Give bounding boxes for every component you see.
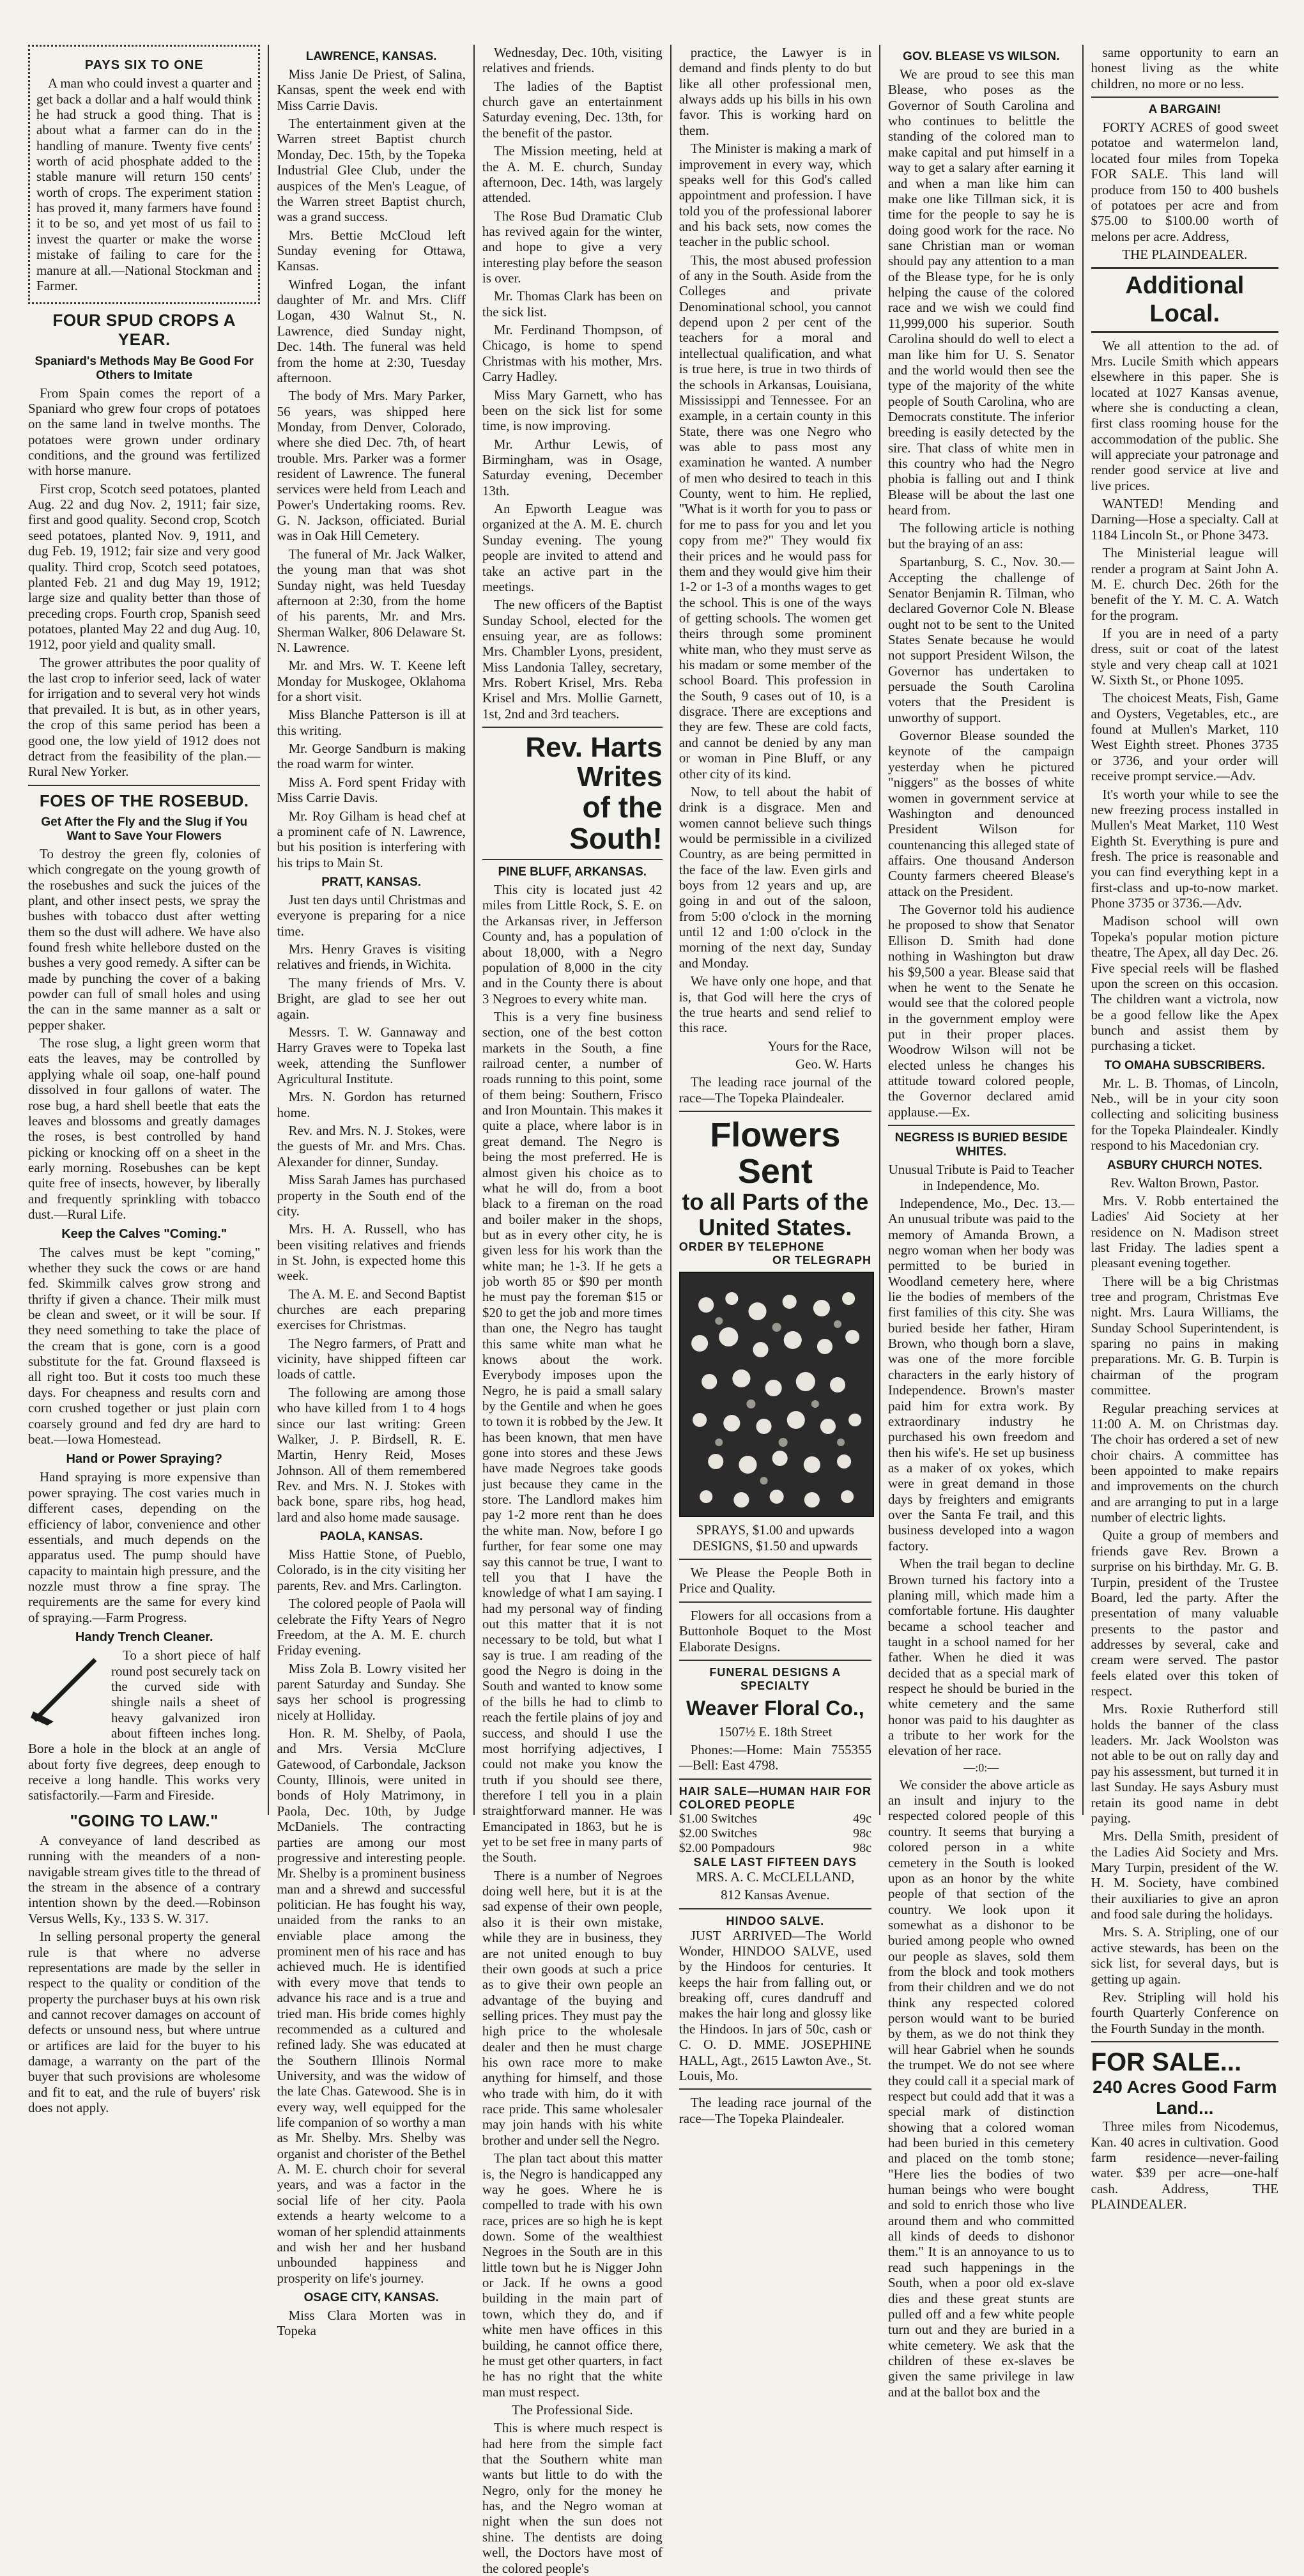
news-item: The ladies of the Baptist church gave an entertainment Saturday evening, Dec. 13th, for the benefit of the pastor. [482, 78, 663, 141]
column-6 [1082, 45, 1286, 2212]
negress-title: NEGRESS IS BURIED BESIDE WHITES. [894, 1131, 1068, 1159]
column-3 [473, 45, 670, 2576]
asbury-title: ASBURY CHURCH NOTES. [1107, 1158, 1262, 1172]
asbury-pastor: Rev. Walton Brown, Pastor. [1110, 1175, 1259, 1191]
blease-title: GOV. BLEASE VS WILSON. [903, 50, 1060, 63]
news-item: Mrs. H. A. Russell, who has been visiting relatives and friends in St. John, is expected home this week. [277, 1221, 466, 1284]
divider [679, 1559, 871, 1560]
article-paragraph: Now, to tell about the habit of drink is a disgrace. Men and women cannot believe such things would be permissible in a civilized Country, as are being permitted in the face of the law. Even girls and boys from 12 years and up, are going in and out of the saloon, from 5:00 o'clock in the morning until 12 and 1:00 o'clock in the morning of the next day, Sunday and Monday. [679, 783, 871, 971]
hair-seller: MRS. A. C. McCLELLAND, [696, 1869, 855, 1885]
flowers-or-line: OR TELEGRAPH [772, 1253, 871, 1267]
harts-dateline: PINE BLUFF, ARKANSAS. [498, 865, 647, 879]
local-item: We all attention to the ad. of Mrs. Lucile Smith which appears elsewhere in this paper. She is located at 1027 Kansas avenue, where she is conducting a clean, first class rooming house for the accommodation of the public. She will appreciate your patronage and render good service at live and live prices. [1091, 337, 1279, 493]
hair-item-label: $2.00 Switches [679, 1826, 757, 1840]
news-item: Messrs. T. W. Gannaway and Harry Graves were to Topeka last week, attending the Sunflower Agricultural Institute. [277, 1024, 466, 1086]
hindoo-title: HINDOO SALVE. [726, 1914, 825, 1927]
local-item: The Ministerial league will render a program at Saint John A. M. E. church Dec. 26th for the benefit of the Y. M. C. A. Watch for the program. [1091, 545, 1279, 623]
article-paragraph: Independence, Mo., Dec. 13.—An unusual tribute was paid to the memory of Amanda Brown, a negro woman when her body was permitted to be buried in Woodland cemetery here, where lie the bodies of members of the first families of this city. She was buried beside her father, Hiram Brown, who though born a slave, was one of the more forcible characters in the early history of Independence. Brown's master paid him for extra work. By extraordinary industry he purchased his own freedom and then his wife's. He set up business as a maker of ox yokes, which were in great demand in those days by freighters and emigrants over the Santa Fe trail, and this business developed into a wagon factory. [887, 1195, 1075, 1554]
signature-name: Geo. W. Harts [795, 1056, 871, 1072]
article-paragraph: To a short piece of half round post securely tack on the curved side with shingle nails a sheet of heavy galvanized iron about fifteen inches long. Bore a hole in the block at an angle of about forty five degrees, deep enough to receive a long handle. This works very satisfactorily.—Farm and Fireside. [28, 1647, 261, 1803]
negress-subtitle: Unusual Tribute is Paid to Teacher in Independence, Mo. [888, 1162, 1074, 1193]
trench-title: Handy Trench Cleaner. [75, 1630, 213, 1645]
news-item: Miss Sarah James has purchased property in the South end of the city. [277, 1172, 466, 1219]
article-paragraph: The rose slug, a light green worm that eats the leaves, may be controlled by applying whale oil soap, one-half pound dissolved in four gallons of water. The rose bug, a hard shell beetle that eats the leaves and blossoms and greatly damages the roses, is best controlled by hand picking or knocking off on a sheet in the early morning. Rosebushes can be kept quite free of insects, however, by liberally and frequently sprinkling with tobacco dust.—Rural Life. [28, 1035, 261, 1222]
news-item: The colored people of Paola will celebrate the Fifty Years of Negro Freedom, at the A. M. E. church Friday evening. [277, 1596, 466, 1658]
article-paragraph: The grower attributes the poor quality of the last crop to inferior seed, lack of water for irrigation and to several very hot winds that prevailed. It is but, as in other years, the crop of this same period has been a good one, the low yield of 1912 does not detract from the feasibility of the plan.—Rural New Yorker. [28, 654, 261, 780]
column-5 [879, 45, 1082, 2400]
news-item: Mrs. Henry Graves is visiting relatives and friends, in Wichita. [277, 941, 466, 973]
pratt-title: PRATT, KANSAS. [321, 875, 422, 889]
divider [1091, 2041, 1278, 2042]
divider [1091, 96, 1278, 98]
calves-title: Keep the Calves "Coming." [61, 1227, 227, 1242]
news-item: The many friends of Mrs. V. Bright, are glad to see her out again. [277, 975, 466, 1022]
spray-title: Hand or Power Spraying? [66, 1452, 222, 1467]
harts-headline [482, 733, 663, 854]
news-item: Mrs. Bettie McCloud left Sunday evening for Ottawa, Kansas. [277, 227, 466, 274]
divider [679, 1660, 871, 1661]
article-paragraph: We are proud to see this man Blease, who poses as the Governor of South Carolina and who continues to belittle the standing of the colored man to make capital and put himself in a way to get a salary after earning it and when a man like him can make one like Tillman sick, it is time for the people to say he is doing good work for the race. No sane Christian man or woman should pay any attention to a man of the Blease type, for he is only helping the cause of the colored race and we wish we could find 11,999,000 his superior. South Carolina should do well to elect a man like him for U. S. Senator and the world would then see the type of the majority of the white people of South Carolina, who are Democrats constitute. The inferior breeding is easily detected by the sire. That class of white men in this country who had the Negro phobia is falling out and I think Blease will be about the last one heard from. [887, 66, 1075, 518]
article-paragraph: Hand spraying is more expensive than power spraying. The cost varies much in different cases, depending on the efficiency of labor, convenience and other essentials, and much depends on the apparatus used. The pump should have capacity to maintain high pressure, and the nozzle must throw a fine spray. The requirements are the same for every kind of spraying.—Farm Progress. [28, 1469, 261, 1625]
weaver-phones: Phones:—Home: Main 755355—Bell: East 4798. [679, 1742, 871, 1773]
divider [679, 2088, 871, 2090]
signature-line: Yours for the Race, [767, 1038, 871, 1054]
article-paragraph: We have only one hope, and that is, that God will here the crys of the true hearts and send relief to this race. [679, 973, 871, 1036]
for-sale-subtitle: 240 Acres Good Farm Land... [1093, 2077, 1277, 2118]
news-item: The entertainment given at the Warren street Baptist church Monday, Dec. 15th, by the Topeka Industrial Glee Club, under the auspices of the Men's League, of the Warren street Baptist church, was a grand success. [277, 116, 466, 225]
flowers-prices: SPRAYS, $1.00 and upwards DESIGNS, $1.50 and upwards [693, 1522, 858, 1554]
for-sale-text: Three miles from Nicodemus, Kan. 40 acres in cultivation. Good farm residence—never-failing water. $39 per acre—one-half cash. Address, THE PLAINDEALER. [1091, 2118, 1279, 2212]
article-paragraph: A conveyance of land described as running with the meanders of a non-navigable stream gives title to the thread of the stream in the absence of a contrary intention shown by the deed.—Robinson Versus Wells, Ky., 133 S. W. 317. [28, 1833, 261, 1926]
flowers-ad-subtitle: to all Parts of the United States. [682, 1189, 869, 1241]
plaindealer-note: The leading race journal of the race—The Topeka Plaindealer. [679, 1074, 871, 1106]
news-item: Mr. Arthur Lewis, of Birmingham, was in Osage, Saturday evening, December 13th. [482, 436, 663, 498]
news-item: Miss Janie De Priest, of Salina, Kansas, spent the week end with Miss Carrie Davis. [277, 66, 466, 113]
news-item: Miss Blanche Patterson is ill at this writing. [277, 707, 466, 738]
for-sale-title: FOR SALE... [1091, 2048, 1242, 2076]
article-paragraph: The calves must be kept "coming," whether they suck the cows or are hand fed. Skimmilk calves grow strong and thrifty if given a chance. Their milk must be clean and sweet, or it will be sour. If they need something to take the place of the cream that is gone, corn is a good substitute for the fat. Ground flaxseed is all right too. But it costs too much these days. For cheapness and results corn and corn crushed together or just plain corn coarsely ground and fed dry are hard to beat.—Iowa Homestead. [28, 1244, 261, 1447]
hair-sale-days: SALE LAST FIFTEEN DAYS [693, 1856, 857, 1869]
news-item: Mr. Thomas Clark has been on the sick list. [482, 288, 663, 320]
divider [28, 785, 260, 786]
rose-title: FOES OF THE ROSEBUD. [39, 791, 249, 810]
article-paragraph: This city is located just 42 miles from Little Rock, S. E. on the Arkansas river, in Jefferson County and, has a population of about 18,000, with a Negro population of 8,000 in the city and in the County there is about 3 Negroes to every white man. [482, 882, 663, 1006]
news-item: Miss Clara Morten was in Topeka [277, 2308, 466, 2339]
article-paragraph: We consider the above article as an insult and injury to the respected colored people of this country. It seems that burying a colored person in a white cemetery in the South is looked upon as an honor by the white people of that section of the country. We look upon it somewhat as a dishonor to be buried among people who owned our people as slaves, sold them from the block and took mothers from their children and we do not think any respected colored person would want to be buried by them, as we do not think they will hear Gabriel when he sounds the trumpet. We do not see where they could call it a special mark of respect but could add that it was a special mark of distinction showing that a colored woman had been buried in this cemetery and placed on the tomb stone; "Here lies the bodies of two human beings who were bought and sold to enrich those who live around them and who committed all kinds of deeds to dishonor them." It is an annoyance to us to read such happenings in the South, when a poor old ex-slave dies and these great stunts are pulled off and a few white people turn out and they are buried in a white cemetery. We ask that the children of these ex-slaves be given the same privilege in law and at the ballot box and the [887, 1777, 1075, 2400]
news-item: The A. M. E. and Second Baptist churches are each preparing exercises for Christmas. [277, 1286, 466, 1333]
article-paragraph: This is a very fine business section, one of the best cotton markets in the South, a fine railroad center, a number of roads running to this point, some of them being: Southern, Frisco and Iron Mountain. This makes it quite a place, where labor is in great demand. The Negro is being the most preferred. He is almost given his choice as to what he will do, from a boot black to a fireman on the road and boiler maker in the shops, but as in every other city, he is given less for his work than the white man; he 1-3. If he gets a job worth 85 or $90 per month he must pay the foreman $15 or $20 to get the job and more times than one, the Negro has taught this same white man what he knows about the work. Everybody imposes upon the Negro, he is paid a small salary by the Gentile and when he goes to town it is robbed by the Jew. It has been known, that men have gone into stores and these Jews have made Negroes take goods just because they came in the store. The Landlord makes him pay 1-2 more rent than he does the white man. Now, before I go further, for fear some one may say this cannot be true, I want to tell you that I have the knowledge of what I am saying. I had my personal way of finding out this matter that it is not necessary to be told, but what I say is true. I am reading of the good the Negro is doing in the South and wanted to know some of the bills he had to climb to reach the fertile plains of joy and success, and should I use the most horrifying adjectives, I could not make you know the truth if you should see there, therefore I tell you in a plain straightforward manner. He was Emancipated in 1863, but he is yet to be set free in many parts of the South. [482, 1008, 663, 1865]
plaindealer-note: The leading race journal of the race—The Topeka Plaindealer. [679, 2095, 871, 2126]
law-title: "GOING TO LAW." [70, 1810, 219, 1830]
article-paragraph: The following article is nothing but the braying of an ass: [887, 520, 1075, 551]
box-text: A man who could invest a quarter and get back a dollar and a half would think he had struck a good thing. That is about what a farmer can do in the handling of manure. Twenty five cents' worth of acid phosphate added to the stable manure will return 150 cents' worth of crops. The experiment station has proved it, many farmers have found it to be so, and yet most of us fail to invest the quarter or make the worse mistake of failing to care for the manure at all.—National Stockman and Farmer. [36, 75, 252, 293]
local-item: WANTED! Mending and Darning—Hose a specialty. Call at 1184 Lincoln St., or Phone 3473. [1091, 496, 1279, 543]
church-note: Mrs. S. A. Stripling, one of our active stewards, has been on the sick list, for several days, but is getting up again. [1091, 1924, 1279, 1987]
news-item: The body of Mrs. Mary Parker, 56 years, was shipped here Monday, from Denver, Colorado, where she died Dec. 7th, of heart trouble. Mrs. Parker was a former resident of Lawrence. The funeral services were held from Leach and Power's Undertaking rooms. Rev. G. N. Jackson, officiated. Burial was in Oak Hill Cemetery. [277, 388, 466, 544]
news-item: Mr. George Sandburn is making the road warm for winter. [277, 741, 466, 772]
church-note: Mrs. Roxie Rutherford still holds the banner of the class leaders. Mr. Jack Woolston was not able to be out on rally day and pay his assessment, but turned it in last Sunday. He says Asbury must retain its good name in debt paying. [1091, 1701, 1279, 1826]
local-item: Madison school will own Topeka's popular motion picture theatre, The Apex, all day Dec. 26. Five special reels will be flashed upon the screen on this occasion. The children want a victrola, now be a good fellow like the Apex bunch and assist them by purchasing a ticket. [1091, 913, 1279, 1054]
church-note: Rev. Stripling will hold his fourth Quarterly Conference on the Fourth Sunday in the month. [1091, 1989, 1279, 2036]
local-item: The choicest Meats, Fish, Game and Oysters, Vegetables, etc., are found at Mullen's Market, 110 West Eighth street. Phones 3735 or 3736, and your order will receive prompt service.—Adv. [1091, 690, 1279, 784]
hair-address: 812 Kansas Avenue. [721, 1887, 830, 1903]
news-item: The Negro farmers, of Pratt and vicinity, have shipped fifteen car loads of cattle. [277, 1335, 466, 1382]
flowers-funeral: FUNERAL DESIGNS A SPECIALTY [709, 1665, 841, 1692]
divider [482, 859, 663, 860]
omaha-title: TO OMAHA SUBSCRIBERS. [1104, 1058, 1265, 1072]
article-paragraph: This, the most abused profession of any in the South. Aside from the Colleges and private Denominational school, you cannot depend upon 2 per cent of the teachers for a moral and intellectual qualification, and what is true here, is true in two thirds of the schools in Arkansas, Louisiana, Mississippi and Tennessee. For an example, in a certain county in this State, there was one Negro who was able to pass most any examination he wanted. A number of men who desired to teach in this County, went to him. He replied, "What is it worth for you to pass or for me to pass for you and let you copy from me?" They would fix their prices and he would pass for them and they would give him their 1-2 or 1-3 of a months wages to get the school. This is one of the ways of getting schools. The women get theirs through some prominent white man, who they must serve as his madam or some member of the school Board. This profession in the South, 9 cases out of 10, is a disgrace. There are exceptions and they are few. These are cold facts, and cannot be denied by any man or woman in Pine Bluff, or any other city of its kind. [679, 252, 871, 782]
column-2 [268, 45, 473, 2339]
news-item: Mr. Roy Gilham is head chef at a prominent cafe of N. Lawrence, but his position is interfering with his trips to Main St. [277, 808, 466, 870]
hair-item-price: 98c [853, 1840, 871, 1855]
divider [679, 1778, 871, 1780]
article-paragraph: The plan tact about this matter is, the Negro is handicapped any way he goes. Where he is compelled to trade with his own race, prices are so high he is kept down. Some of the wealthiest Negroes in the South are in this little town but he is Nigger John or Jack. If he owns a good building in the main part of town, which they do, and if white men have offices in this building, he cannot office there, he must get other quarters, in fact he has no right that the white man must respect. [482, 2150, 663, 2400]
weaver-address: 1507½ E. 18th Street [718, 1724, 832, 1739]
news-item: Hon. R. M. Shelby, of Paola, and Mrs. Versia McClure Gatewood, of Carbondale, Jackson County, Illinois, were united in bonds of Holy Matrimony, in Paola, Dec. 10th, by Judge McDaniels. The contracting parties are among our most progressive and interesting people. Mr. Shelby is a prominent business man and a shrewd and successful politician. He has fought his way, unaided from the ranks to an enviable place among the prominent men of his race and has achieved much. He is identified with every move that tends to advance his race and is a true and tried man. His bride comes highly recommended as a cultured and refined lady. She was educated at the Southern Illinois Normal University, and was the widow of the late Chas. Gatewood. She is in every way, well equipped for the life companion of so worthy a man as Mr. Shelby. Mrs. Shelby was organist and chorister of the Bethel A. M. E. church choir for several years, and was a factor in the social life of her city. Paola extends a hearty welcome to a woman of her splendid attainments and wish her and her husband unbounded happiness and prosperity on life's journey. [277, 1725, 466, 2286]
divider [679, 1908, 871, 1909]
hair-item-label: $1.00 Switches [679, 1811, 757, 1826]
hair-price-row [679, 1826, 871, 1841]
article-paragraph: same opportunity to earn an honest living as the white children, no more or no less. [1091, 45, 1279, 91]
flowers-please: We Please the People Both in Price and Quality. [679, 1565, 871, 1596]
harts-headline-line-1: Rev. Harts Writes [525, 732, 663, 793]
news-item: Wednesday, Dec. 10th, visiting relatives and friends. [482, 45, 663, 76]
news-item: Miss Zola B. Lowry visited her parent Saturday and Sunday. She says her school is progressing nicely at Holliday. [277, 1660, 466, 1723]
article-paragraph: practice, the Lawyer is in demand and finds plenty to do but like all other professional men, always adds up his bills in his own favor. This is working hard on them. [679, 45, 871, 138]
bargain-signature: THE PLAINDEALER. [1122, 246, 1248, 262]
potato-title: FOUR SPUD CROPS A YEAR. [52, 311, 236, 350]
news-item: Miss Mary Garnett, who has been on the sick list for some time, is now improving. [482, 387, 663, 434]
flowers-occasions: Flowers for all occasions from a Buttonhole Boquet to the Most Elaborate Designs. [679, 1607, 871, 1654]
church-note: There will be a big Christmas tree and program, Christmas Eve night. Mrs. Laura Williams, the Sunday School Superintendent, is sparing no pains in making preparations. Mr. G. B. Turpin is chairman of the program committee. [1091, 1273, 1279, 1398]
pays-six-box [28, 45, 260, 304]
hair-item-label: $2.00 Pompadours [679, 1840, 775, 1855]
news-item: The funeral of Mr. Jack Walker, the young man that was shot Sunday night, was held Tuesday afternoon at 2:30, from the home of his parents, Mr. and Mrs. Sherman Walker, 806 Delaware St. N. Lawrence. [277, 546, 466, 655]
flowers-ad-title: Flowers Sent [710, 1116, 841, 1191]
divider [679, 1111, 871, 1112]
omaha-text: Mr. L. B. Thomas, of Lincoln, Neb., will be in your city soon collecting and soliciting business for the Topeka Plaindealer. Kindly respond to his Macedonian cry. [1091, 1075, 1279, 1153]
news-item: The Mission meeting, held at the A. M. E. church, Sunday afternoon, Dec. 14th, was largely attended. [482, 143, 663, 206]
divider [482, 727, 663, 728]
paola-title: PAOLA, KANSAS. [319, 1530, 423, 1544]
harts-subhead: The Professional Side. [512, 2402, 633, 2418]
flowers-photo [679, 1272, 874, 1517]
news-item: Miss A. Ford spent Friday with Miss Carrie Davis. [277, 774, 466, 806]
bargain-title: A BARGAIN! [1148, 103, 1221, 117]
news-item: Winfred Logan, the infant daughter of Mr. and Mrs. Cliff Logan, 430 Walnut St., N. Lawrence, died Sunday night, Dec. 14th. The funeral was held from the home at 2:30, Tuesday afternoon. [277, 276, 466, 385]
hair-price-list [679, 1812, 871, 1856]
news-item: Miss Hattie Stone, of Pueblo, Colorado, is in the city visiting her parents, Rev. and Mrs. Carlington. [277, 1546, 466, 1593]
divider [679, 1601, 871, 1603]
article-paragraph: From Spain comes the report of a Spaniard who grew four crops of potatoes on the same land in twelve months. The potatoes were grown under ordinary conditions, and the ground was fertilized with horse manure. [28, 385, 261, 479]
additional-local-title: Additional Local. [1091, 267, 1278, 332]
local-item: If you are in need of a party dress, suit or coat of the latest style and very cheap call at 1021 W. Sixth St., or Phone 1095. [1091, 625, 1279, 688]
hindoo-text: JUST ARRIVED—The World Wonder, HINDOO SALVE, used by the Hindoos for centuries. It keeps the hair from falling out, or breaking off, cures dandruff and makes the hair long and glossy like the Hindoos. In jars of 50c, cash or C. O. D. MME. JOSEPHINE HALL, Agt., 2615 Lawton Ave., St. Louis, Mo. [679, 1927, 871, 2083]
church-note: Mrs. Della Smith, president of the Ladies Aid Society and Mrs. Mary Turpin, president of the W. H. M. Society, have combined their auxiliaries to give an apron and food sale during the holidays. [1091, 1828, 1279, 1922]
bargain-text: FORTY ACRES of good sweet potatoe and watermelon land, located four miles from Topeka FOR SALE. This land will produce from 150 to 400 bushels of potatoes per acre and from $75.00 to $100.00 worth of melons per acre. Address, [1091, 120, 1279, 244]
lawrence-title: LAWRENCE, KANSAS. [305, 50, 437, 63]
divider [888, 1125, 1075, 1126]
article-paragraph: Spartanburg, S. C., Nov. 30.—Accepting the challenge of Senator Benjamin R. Tilman, who declared Governor Cole N. Blease ought not to be sent to the United States Senate because he would not support President Wilson, the Governor has undertaken to persuade the South Carolina voters that the President is unworthy of support. [887, 554, 1075, 725]
church-note: Mrs. V. Robb entertained the Ladies' Aid Society at her residence on N. Madison street last Friday. The ladies spent a pleasant evening together. [1091, 1192, 1279, 1271]
trench-cleaner-illustration [28, 1650, 105, 1727]
article-paragraph: The Minister is making a mark of improvement in every way, which speaks well for this God's called appointment and profession. I have told you of the professional laborer and his back sets, now comes the teacher in the public school. [679, 141, 871, 250]
flower-bouquet-image [680, 1273, 873, 1516]
news-item: Rev. and Mrs. N. J. Stokes, were the guests of Mr. and Mrs. Chas. Alexander for dinner, Sunday. [277, 1123, 466, 1169]
flowers-order-line: ORDER BY TELEPHONE [679, 1240, 825, 1253]
hair-sale-title: HAIR SALE—HUMAN HAIR FOR COLORED PEOPLE [679, 1784, 871, 1811]
column-4 [670, 45, 879, 2126]
hair-price-row [679, 1812, 871, 1826]
box-title: PAYS SIX TO ONE [84, 58, 204, 72]
column-1 [28, 45, 268, 2116]
local-item: It's worth your while to see the new freezing process installed in Mullen's Meat Market, 110 West Eighth St. Everything is pure and fresh. The price is reasonable and you can find everything kept in a first-class and up-to-now market. Phone 3735 or 3736.—Adv. [1091, 786, 1279, 911]
harts-headline-line-2: of the South! [569, 791, 663, 855]
news-item: The following are among those who have killed from 1 to 4 hogs since our last writing: Green Walker, J. P. Birdsell, R. E. Martin, Henry Reid, Moses Johnson. All of them remembered Rev. and Mrs. N. J. Stokes with back bone, spare ribs, hog head, lard and also home made sausage. [277, 1384, 466, 1525]
hair-item-price: 98c [853, 1826, 871, 1840]
separator: —:0:— [963, 1761, 999, 1774]
article-paragraph: There is a number of Negroes doing well here, but it is at the sad expense of their own people, also it is their own mistake, while they are in business, they are not united enough to buy their own goods at such a price as to give their own people an advantage of the buying and selling prices. They must pay the high price to the wholesale dealer and then he must charge his own race more to make anything for himself, and those who trade with him, do it with race pride. This same wholesaler may join hands with his white brother and under sell the Negro. [482, 1867, 663, 2148]
article-paragraph: This is where much respect is had here from the simple fact that the Southern white man wants but little to do with the Negro, only for the money he has, and the Negro woman at night when the sun does not shine. The dentists are doing well, the Doctors have most of the colored people's [482, 2420, 663, 2576]
hair-price-row [679, 1841, 871, 1856]
news-item: The new officers of the Baptist Sunday School, elected for the ensuing year, are as follows: Mrs. Chambler Lyons, president, Miss Landonia Talley, secretary, Mrs. Robert Krisel, Mrs. Reba Krisel and Mrs. Mollie Garnett, 1st, 2nd and 3rd teachers. [482, 597, 663, 721]
news-item: Mr. Ferdinand Thompson, of Chicago, is home to spend Christmas with his mother, Mrs. Carry Hadley. [482, 322, 663, 385]
osage-title: OSAGE CITY, KANSAS. [303, 2290, 439, 2304]
potato-subtitle: Spaniard's Methods May Be Good For Others to Imitate [35, 354, 254, 382]
article-paragraph: When the trail began to decline Brown turned his factory into a planing mill, which made him a comfortable fortune. His daughter became a school teacher and taught in a school named for her father. When he died it was decided that as a special mark of respect he should be buried in the white cemetery and the same honor was paid to his daughter as a tribute to her work for the elevation of her race. [887, 1556, 1075, 1759]
article-paragraph: The Governor told his audience he proposed to show that Senator Ellison D. Smith had done nothing in Washington but draw his $9,500 a year. Blease said that when he went to the Senate he would see that the colored people in the government employ were put in their proper places. Woodrow Wilson will not be elected unless he changes his attitude toward colored people, the Governor declared amid applause.—Ex. [887, 902, 1075, 1120]
article-paragraph: First crop, Scotch seed potatoes, planted Aug. 22 and dug Nov. 2, 1911; fair size, first and good quality. Second crop, Scotch seed potatoes, planted Nov. 9, 1911, and dug Feb. 19, 1912; fair size and very good quality. Third crop, Scotch seed potatoes, planted Feb. 21 and dug May 19, 1912; large size and quality better than those of preceding crops. Fourth crop, Spanish seed potatoes, planted May 22 and dug Aug. 10, 1912, poor yield and quality small. [28, 481, 261, 652]
news-item: An Epworth League was organized at the A. M. E. church Sunday evening. The young people are invited to attend and take an active part in the meetings. [482, 501, 663, 594]
news-item: Mrs. N. Gordon has returned home. [277, 1089, 466, 1120]
church-note: Quite a group of members and friends gave Rev. Brown a surprise on his birthday. Mr. G. B. Turpin, president of the Trustee Board, led the party. After the presentation of many valuable presents to the pastor and addresses by several, cake and cream were served. The pastor feels elated over this token of respect. [1091, 1527, 1279, 1699]
hair-item-price: 49c [853, 1811, 871, 1826]
article-paragraph: To destroy the green fly, colonies of which congregate on the young growth of the rosebushes and suck the juices of the plant, and other insect pests, we spray the bushes with tobacco dust after wetting them so the dust will adhere. We have also found fresh white hellebore dusted on the bushes a very good remedy. A sifter can be made by punching the cover of a baking powder can full of small holes and using the can in the same manner as a salt or pepper shaker. [28, 845, 261, 1033]
news-item: The Rose Bud Dramatic Club has revived again for the winter, and hope to give a very interesting play before the season is over. [482, 208, 663, 286]
article-paragraph: In selling personal property the general rule is that where no adverse representations are made by the seller in respect to the quality or condition of the property the purchaser buys at his own risk and cannot recover damages on account of defects or unsound ness, but where untrue or artifices are laid for the buyer to his damage, a warranty on the part of the buyer that such provisions are wholesome and fit to eat, and the rule of buyers' risk does not apply. [28, 1929, 261, 2116]
weaver-floral-name: Weaver Floral Co., [686, 1696, 864, 1720]
church-note: Regular preaching services at 11:00 A. M. on Christmas day. The choir has ordered a set of new choir chairs. A committee has been appointed to make repairs and improvements on the church and are arranging to put in a large number of electric lights. [1091, 1400, 1279, 1525]
rose-subtitle: Get After the Fly and the Slug if You Want to Save Your Flowers [41, 815, 248, 843]
news-item: Mr. and Mrs. W. T. Keene left Monday for Muskogee, Oklahoma for a short visit. [277, 658, 466, 705]
article-paragraph: Governor Blease sounded the keynote of the campaign yesterday when he pictured "niggers" as the bosses of white women in government service at Washington and denounced President Wilson for countenancing this alleged state of affairs. One thousand Anderson County farmers cheered Blease's attack on the President. [887, 728, 1075, 899]
news-item: Just ten days until Christmas and everyone is preparing for a nice time. [277, 892, 466, 939]
